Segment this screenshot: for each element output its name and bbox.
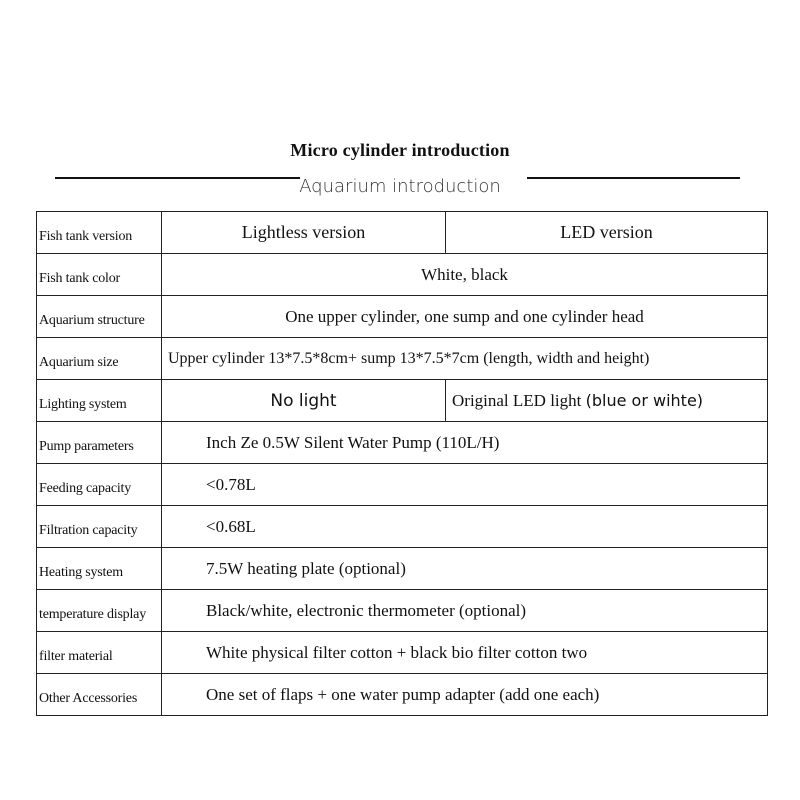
table-row — [37, 380, 768, 422]
table-row — [37, 254, 768, 296]
row-label: Lighting system — [37, 380, 162, 422]
lightless-version-header: Lightless version — [162, 212, 446, 254]
led-version-header: LED version — [446, 212, 768, 254]
page-subtitle: Aquarium introduction — [299, 176, 501, 197]
row-value: White physical filter cotton + black bio filter cotton two — [162, 632, 768, 674]
table-row — [37, 338, 768, 380]
row-label: temperature display — [37, 590, 162, 632]
page-title: Micro cylinder introduction — [290, 140, 510, 160]
row-label: Heating system — [37, 548, 162, 590]
table-row — [37, 632, 768, 674]
table-row — [37, 422, 768, 464]
row-value: One upper cylinder, one sump and one cylinder head — [162, 296, 768, 338]
row-label: Aquarium structure — [37, 296, 162, 338]
table-row — [37, 464, 768, 506]
row-value: Black/white, electronic thermometer (optional) — [162, 590, 768, 632]
row-value: Upper cylinder 13*7.5*8cm+ sump 13*7.5*7cm (length, width and height) — [162, 338, 768, 380]
row-value: One set of flaps + one water pump adapter (add one each) — [162, 674, 768, 716]
table-row — [37, 548, 768, 590]
led-light-text: Original LED light — [452, 390, 582, 410]
row-value: White, black — [162, 254, 768, 296]
row-value: 7.5W heating plate (optional) — [162, 548, 768, 590]
row-label: Pump parameters — [37, 422, 162, 464]
spec-table — [36, 211, 768, 716]
table-row — [37, 296, 768, 338]
row-label: Filtration capacity — [37, 506, 162, 548]
table-row — [37, 674, 768, 716]
table-row — [37, 506, 768, 548]
led-light-note: (blue or wihte) — [585, 390, 704, 410]
row-label: filter material — [37, 632, 162, 674]
row-value: <0.68L — [162, 506, 768, 548]
row-label: Fish tank version — [37, 212, 162, 254]
lightless-lighting-value: No light — [162, 380, 446, 422]
table-row — [37, 590, 768, 632]
row-label: Feeding capacity — [37, 464, 162, 506]
row-value: <0.78L — [162, 464, 768, 506]
table-row — [37, 212, 768, 254]
led-lighting-value — [446, 380, 768, 422]
row-value: Inch Ze 0.5W Silent Water Pump (110L/H) — [162, 422, 768, 464]
row-label: Other Accessories — [37, 674, 162, 716]
row-label: Fish tank color — [37, 254, 162, 296]
row-label: Aquarium size — [37, 338, 162, 380]
